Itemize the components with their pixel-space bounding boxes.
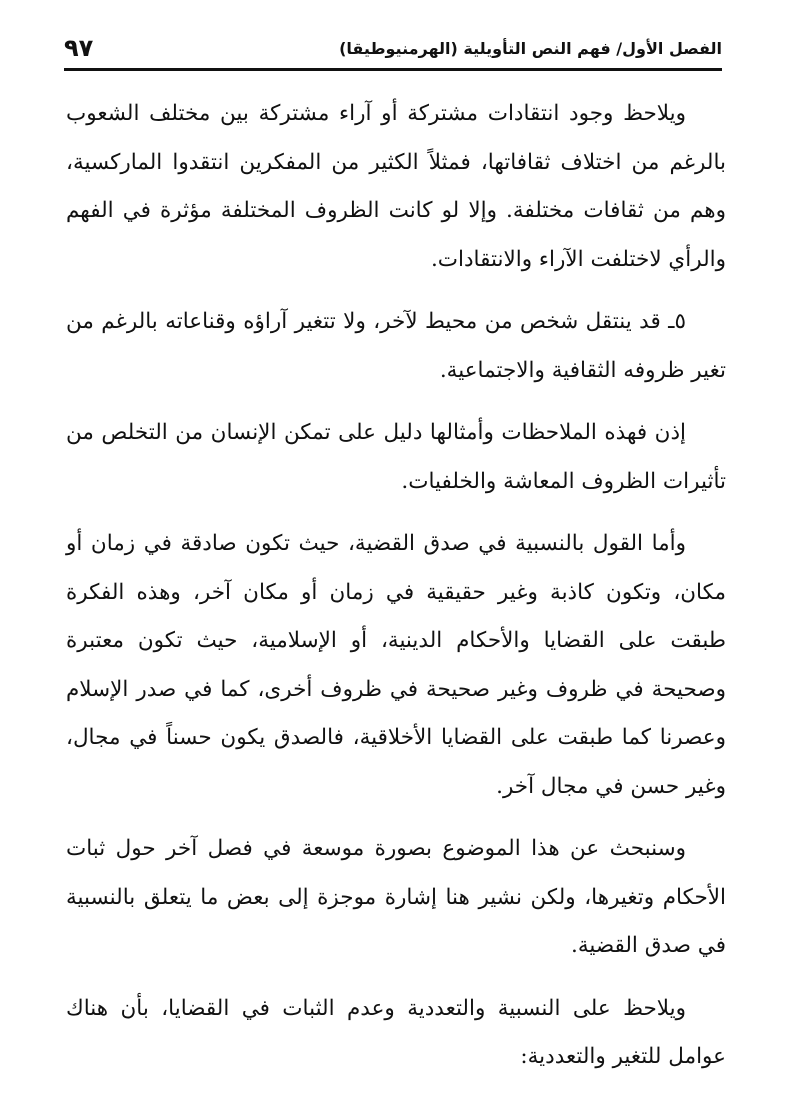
paragraph-conclusion: إذن فهذه الملاحظات وأمثالها دليل على تمكن الإنسان من التخلص من تأثيرات الظروف المعاشة والخلفيات. [66, 420, 726, 494]
running-header [64, 32, 722, 64]
paragraph-relativity-of-truth: وأما القول بالنسبية في صدق القضية، حيث تكون صادقة في زمان أو مكان، وتكون كاذبة وغير حقيقية في زمان أو مكان آخر، وهذه الفكرة طبقت على القضايا والأحكام الدينية، أو الإسلامية، حيث تكون معتبرة وصحيحة في ظروف وغير صحيحة في ظروف أخرى، كما في صدر الإسلام وعصرنا كما طبقت على القضايا الأخلاقية، فالصدق يكون حسناً في مجال، وغير حسن في مجال آخر. [66, 531, 726, 799]
paragraph-factors-of-change: ويلاحظ على النسبية والتعددية وعدم الثبات في القضايا، بأن هناك عوامل للتغير والتعددية: [66, 995, 726, 1069]
paragraph-shared-critiques: ويلاحظ وجود انتقادات مشتركة أو آراء مشتركة بين مختلف الشعوب بالرغم من اختلاف ثقافاتها، فمثلاً الكثير من المفكرين انتقدوا الماركسية، وهم من ثقافات مختلفة. وإلا لو كانت الظروف المختلفة مؤثرة في الفهم والرأي لاختلفت الآراء والانتقادات. [66, 101, 726, 272]
chapter-title: الفصل الأول/ فهم النص التأويلية (الهرمنيوطيقا) [339, 38, 722, 58]
paragraph-further-discussion: وسنبحث عن هذا الموضوع بصورة موسعة في فصل آخر حول ثبات الأحكام وتغيرها، ولكن نشير هنا إشارة موجزة إلى بعض ما يتعلق بالنسبية في صدق القضية. [66, 836, 726, 958]
body-text [66, 90, 726, 1096]
header-divider [64, 68, 722, 71]
page-number: ٩٧ [64, 34, 94, 62]
paragraph-point-five: ٥ـ قد ينتقل شخص من محيط لآخر، ولا تتغير آراؤه وقناعاته بالرغم من تغير ظروفه الثقافية والاجتماعية. [66, 309, 726, 383]
